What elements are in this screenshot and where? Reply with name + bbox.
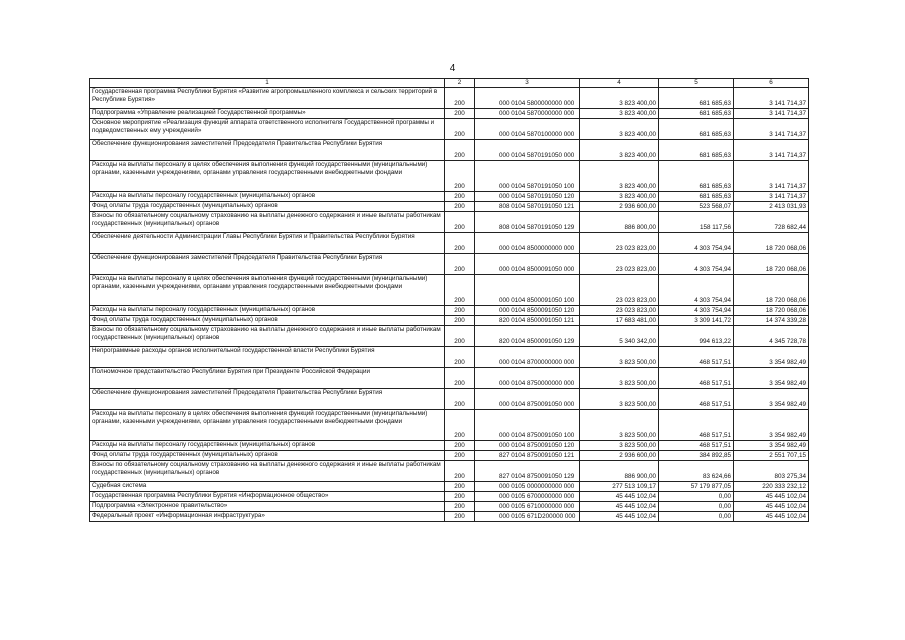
row-executed-cell: 468 517,51 <box>659 347 734 368</box>
row-remaining-cell: 803 275,34 <box>734 461 809 482</box>
row-name-cell: Государственная программа Республики Бурятия «Информационное общество» <box>90 492 445 502</box>
table-row <box>90 140 809 161</box>
table-row <box>90 512 809 522</box>
row-executed-cell: 4 303 754,94 <box>659 275 734 306</box>
row-code-cell: 200 <box>445 410 475 441</box>
row-code-cell: 200 <box>445 192 475 202</box>
row-classification-cell: 000 0104 5800000000 000 <box>475 88 580 109</box>
row-remaining-cell: 18 720 068,06 <box>734 306 809 316</box>
row-approved-cell: 3 823 500,00 <box>580 368 659 389</box>
row-code-cell: 200 <box>445 326 475 347</box>
row-remaining-cell: 3 354 982,49 <box>734 441 809 451</box>
row-classification-cell: 000 0104 8700000000 000 <box>475 347 580 368</box>
table-row <box>90 202 809 212</box>
row-executed-cell: 994 613,22 <box>659 326 734 347</box>
row-executed-cell: 0,00 <box>659 492 734 502</box>
row-code-cell: 200 <box>445 233 475 254</box>
row-code-cell: 200 <box>445 119 475 140</box>
row-executed-cell: 158 117,56 <box>659 212 734 233</box>
column-header: 3 <box>475 79 580 88</box>
row-code-cell: 200 <box>445 275 475 306</box>
row-name-cell: Подпрограмма «Электронное правительство» <box>90 502 445 512</box>
table-row <box>90 275 809 306</box>
row-code-cell: 200 <box>445 202 475 212</box>
row-remaining-cell: 3 354 982,49 <box>734 347 809 368</box>
row-remaining-cell: 3 354 982,49 <box>734 368 809 389</box>
row-name-cell: Расходы на выплаты персоналу в целях обеспечения выполнения функций государственными (муниципальными) органами, казенными учреждениями, органами управления государственными внебюджетными фондами <box>90 410 445 441</box>
row-executed-cell: 681 685,63 <box>659 119 734 140</box>
row-name-cell: Федеральный проект «Информационная инфраструктура» <box>90 512 445 522</box>
row-name-cell: Фонд оплаты труда государственных (муниципальных) органов <box>90 316 445 326</box>
row-executed-cell: 468 517,51 <box>659 389 734 410</box>
row-approved-cell: 3 823 400,00 <box>580 119 659 140</box>
row-remaining-cell: 220 333 232,12 <box>734 482 809 492</box>
row-code-cell: 200 <box>445 482 475 492</box>
row-approved-cell: 886 900,00 <box>580 461 659 482</box>
row-code-cell: 200 <box>445 389 475 410</box>
row-executed-cell: 384 892,85 <box>659 451 734 461</box>
table-row <box>90 306 809 316</box>
row-code-cell: 200 <box>445 140 475 161</box>
row-name-cell: Основное мероприятие «Реализация функций аппарата ответственного исполнителя Государственной программы и подведомственных ему учреждений» <box>90 119 445 140</box>
column-header: 1 <box>90 79 445 88</box>
row-executed-cell: 83 624,66 <box>659 461 734 482</box>
table-row <box>90 410 809 441</box>
table-row <box>90 233 809 254</box>
row-executed-cell: 468 517,51 <box>659 410 734 441</box>
column-header: 4 <box>580 79 659 88</box>
row-remaining-cell: 14 374 339,28 <box>734 316 809 326</box>
row-code-cell: 200 <box>445 88 475 109</box>
row-name-cell: Непрограммные расходы органов исполнительной государственной власти Республики Бурятия <box>90 347 445 368</box>
row-classification-cell: 000 0104 5870100000 000 <box>475 119 580 140</box>
row-executed-cell: 681 685,63 <box>659 140 734 161</box>
row-classification-cell: 000 0104 8500091050 100 <box>475 275 580 306</box>
row-classification-cell: 000 0104 5870191050 120 <box>475 192 580 202</box>
row-approved-cell: 17 683 481,00 <box>580 316 659 326</box>
row-remaining-cell: 18 720 068,06 <box>734 254 809 275</box>
row-name-cell: Обеспечение функционирования заместителей Председателя Правительства Республики Бурятия <box>90 254 445 275</box>
row-executed-cell: 523 568,07 <box>659 202 734 212</box>
row-name-cell: Взносы по обязательному социальному страхованию на выплаты денежного содержания и иные выплаты работникам государственных (муниципальных) органов <box>90 326 445 347</box>
row-remaining-cell: 3 141 714,37 <box>734 119 809 140</box>
row-classification-cell: 808 0104 5870191050 121 <box>475 202 580 212</box>
row-name-cell: Взносы по обязательному социальному страхованию на выплаты денежного содержания и иные выплаты работникам государственных (муниципальных) органов <box>90 212 445 233</box>
row-code-cell: 200 <box>445 512 475 522</box>
table-row <box>90 347 809 368</box>
row-remaining-cell: 3 141 714,37 <box>734 192 809 202</box>
row-executed-cell: 468 517,51 <box>659 441 734 451</box>
table-row <box>90 441 809 451</box>
row-code-cell: 200 <box>445 212 475 233</box>
row-code-cell: 200 <box>445 161 475 192</box>
table-row <box>90 316 809 326</box>
row-approved-cell: 2 936 600,00 <box>580 451 659 461</box>
row-classification-cell: 000 0104 8750091050 000 <box>475 389 580 410</box>
row-name-cell: Обеспечение деятельности Администрации Главы Республики Бурятия и Правительства Республики Бурятия <box>90 233 445 254</box>
row-approved-cell: 5 340 342,00 <box>580 326 659 347</box>
row-approved-cell: 277 513 109,17 <box>580 482 659 492</box>
row-classification-cell: 000 0105 6700000000 000 <box>475 492 580 502</box>
table-row <box>90 212 809 233</box>
row-approved-cell: 45 445 102,04 <box>580 502 659 512</box>
row-code-cell: 200 <box>445 316 475 326</box>
row-approved-cell: 3 823 500,00 <box>580 389 659 410</box>
row-code-cell: 200 <box>445 441 475 451</box>
table-row <box>90 109 809 119</box>
table-row <box>90 482 809 492</box>
row-name-cell: Подпрограмма «Управление реализацией Государственной программы» <box>90 109 445 119</box>
row-code-cell: 200 <box>445 461 475 482</box>
table-row <box>90 451 809 461</box>
row-classification-cell: 000 0104 8500000000 000 <box>475 233 580 254</box>
row-remaining-cell: 18 720 068,06 <box>734 233 809 254</box>
row-approved-cell: 23 023 823,00 <box>580 306 659 316</box>
row-classification-cell: 000 0104 5870191050 000 <box>475 140 580 161</box>
row-name-cell: Обеспечение функционирования заместителей Председателя Правительства Республики Бурятия <box>90 389 445 410</box>
table-row <box>90 368 809 389</box>
row-name-cell: Расходы на выплаты персоналу государственных (муниципальных) органов <box>90 441 445 451</box>
row-classification-cell: 827 0104 8750091050 129 <box>475 461 580 482</box>
row-classification-cell: 808 0104 5870191050 129 <box>475 212 580 233</box>
column-header: 2 <box>445 79 475 88</box>
row-name-cell: Полномочное представительство Республики Бурятия при Президенте Российской Федерации <box>90 368 445 389</box>
row-approved-cell: 3 823 400,00 <box>580 88 659 109</box>
row-approved-cell: 3 823 400,00 <box>580 109 659 119</box>
row-remaining-cell: 45 445 102,04 <box>734 512 809 522</box>
row-code-cell: 200 <box>445 347 475 368</box>
row-code-cell: 200 <box>445 502 475 512</box>
table-row <box>90 502 809 512</box>
row-approved-cell: 3 823 500,00 <box>580 410 659 441</box>
row-approved-cell: 2 936 600,00 <box>580 202 659 212</box>
row-code-cell: 200 <box>445 254 475 275</box>
row-approved-cell: 3 823 400,00 <box>580 161 659 192</box>
row-approved-cell: 886 800,00 <box>580 212 659 233</box>
row-remaining-cell: 3 141 714,37 <box>734 140 809 161</box>
row-name-cell: Расходы на выплаты персоналу в целях обеспечения выполнения функций государственными (муниципальными) органами, казенными учреждениями, органами управления государственными внебюджетными фондами <box>90 275 445 306</box>
row-remaining-cell: 3 141 714,37 <box>734 109 809 119</box>
row-remaining-cell: 3 141 714,37 <box>734 88 809 109</box>
table-row <box>90 192 809 202</box>
table-row <box>90 326 809 347</box>
table-row <box>90 461 809 482</box>
row-code-cell: 200 <box>445 492 475 502</box>
row-remaining-cell: 45 445 102,04 <box>734 492 809 502</box>
row-approved-cell: 23 023 823,00 <box>580 233 659 254</box>
row-classification-cell: 000 0105 0000000000 000 <box>475 482 580 492</box>
row-executed-cell: 681 685,63 <box>659 192 734 202</box>
table-row <box>90 88 809 109</box>
row-classification-cell: 000 0105 6710000000 000 <box>475 502 580 512</box>
row-remaining-cell: 2 551 707,15 <box>734 451 809 461</box>
row-executed-cell: 468 517,51 <box>659 368 734 389</box>
row-classification-cell: 000 0104 8500091050 120 <box>475 306 580 316</box>
row-executed-cell: 4 303 754,94 <box>659 233 734 254</box>
row-approved-cell: 23 023 823,00 <box>580 254 659 275</box>
row-remaining-cell: 4 345 728,78 <box>734 326 809 347</box>
row-name-cell: Расходы на выплаты персоналу государственных (муниципальных) органов <box>90 192 445 202</box>
row-classification-cell: 000 0104 5870191050 100 <box>475 161 580 192</box>
row-name-cell: Обеспечение функционирования заместителей Председателя Правительства Республики Бурятия <box>90 140 445 161</box>
column-header: 5 <box>659 79 734 88</box>
row-executed-cell: 4 303 754,94 <box>659 306 734 316</box>
row-name-cell: Фонд оплаты труда государственных (муниципальных) органов <box>90 202 445 212</box>
row-classification-cell: 000 0104 5870000000 000 <box>475 109 580 119</box>
row-remaining-cell: 728 682,44 <box>734 212 809 233</box>
table-row <box>90 389 809 410</box>
row-code-cell: 200 <box>445 451 475 461</box>
row-name-cell: Судебная система <box>90 482 445 492</box>
row-code-cell: 200 <box>445 306 475 316</box>
row-remaining-cell: 3 354 982,49 <box>734 410 809 441</box>
row-executed-cell: 681 685,63 <box>659 161 734 192</box>
row-remaining-cell: 3 141 714,37 <box>734 161 809 192</box>
row-executed-cell: 0,00 <box>659 512 734 522</box>
row-classification-cell: 820 0104 8500091050 129 <box>475 326 580 347</box>
row-approved-cell: 3 823 400,00 <box>580 192 659 202</box>
row-approved-cell: 3 823 400,00 <box>580 140 659 161</box>
row-executed-cell: 4 303 754,94 <box>659 254 734 275</box>
row-approved-cell: 3 823 500,00 <box>580 441 659 451</box>
row-remaining-cell: 2 413 031,93 <box>734 202 809 212</box>
row-code-cell: 200 <box>445 368 475 389</box>
row-executed-cell: 57 179 877,05 <box>659 482 734 492</box>
table-row <box>90 492 809 502</box>
row-remaining-cell: 18 720 068,06 <box>734 275 809 306</box>
table-row <box>90 254 809 275</box>
column-header: 6 <box>734 79 809 88</box>
row-classification-cell: 820 0104 8500091050 121 <box>475 316 580 326</box>
row-name-cell: Фонд оплаты труда государственных (муниципальных) органов <box>90 451 445 461</box>
page-number: 4 <box>449 63 456 74</box>
row-classification-cell: 000 0104 8750091050 100 <box>475 410 580 441</box>
row-remaining-cell: 3 354 982,49 <box>734 389 809 410</box>
row-name-cell: Государственная программа Республики Бурятия «Развитие агропромышленного комплекса и сельских территорий в Республике Бурятия» <box>90 88 445 109</box>
budget-table <box>89 78 809 522</box>
table-row <box>90 119 809 140</box>
row-approved-cell: 3 823 500,00 <box>580 347 659 368</box>
row-remaining-cell: 45 445 102,04 <box>734 502 809 512</box>
row-classification-cell: 000 0105 671D200000 000 <box>475 512 580 522</box>
row-executed-cell: 681 685,63 <box>659 109 734 119</box>
table-header-row <box>90 79 809 88</box>
row-executed-cell: 681 685,63 <box>659 88 734 109</box>
row-classification-cell: 000 0104 8750091050 120 <box>475 441 580 451</box>
row-executed-cell: 3 309 141,72 <box>659 316 734 326</box>
row-classification-cell: 827 0104 8750091050 121 <box>475 451 580 461</box>
table-row <box>90 161 809 192</box>
row-approved-cell: 45 445 102,04 <box>580 512 659 522</box>
row-name-cell: Расходы на выплаты персоналу в целях обеспечения выполнения функций государственными (муниципальными) органами, казенными учреждениями, органами управления государственными внебюджетными фондами <box>90 161 445 192</box>
row-classification-cell: 000 0104 8500091050 000 <box>475 254 580 275</box>
row-name-cell: Взносы по обязательному социальному страхованию на выплаты денежного содержания и иные выплаты работникам государственных (муниципальных) органов <box>90 461 445 482</box>
row-classification-cell: 000 0104 8750000000 000 <box>475 368 580 389</box>
row-executed-cell: 0,00 <box>659 502 734 512</box>
row-approved-cell: 45 445 102,04 <box>580 492 659 502</box>
row-name-cell: Расходы на выплаты персоналу государственных (муниципальных) органов <box>90 306 445 316</box>
row-code-cell: 200 <box>445 109 475 119</box>
row-approved-cell: 23 023 823,00 <box>580 275 659 306</box>
